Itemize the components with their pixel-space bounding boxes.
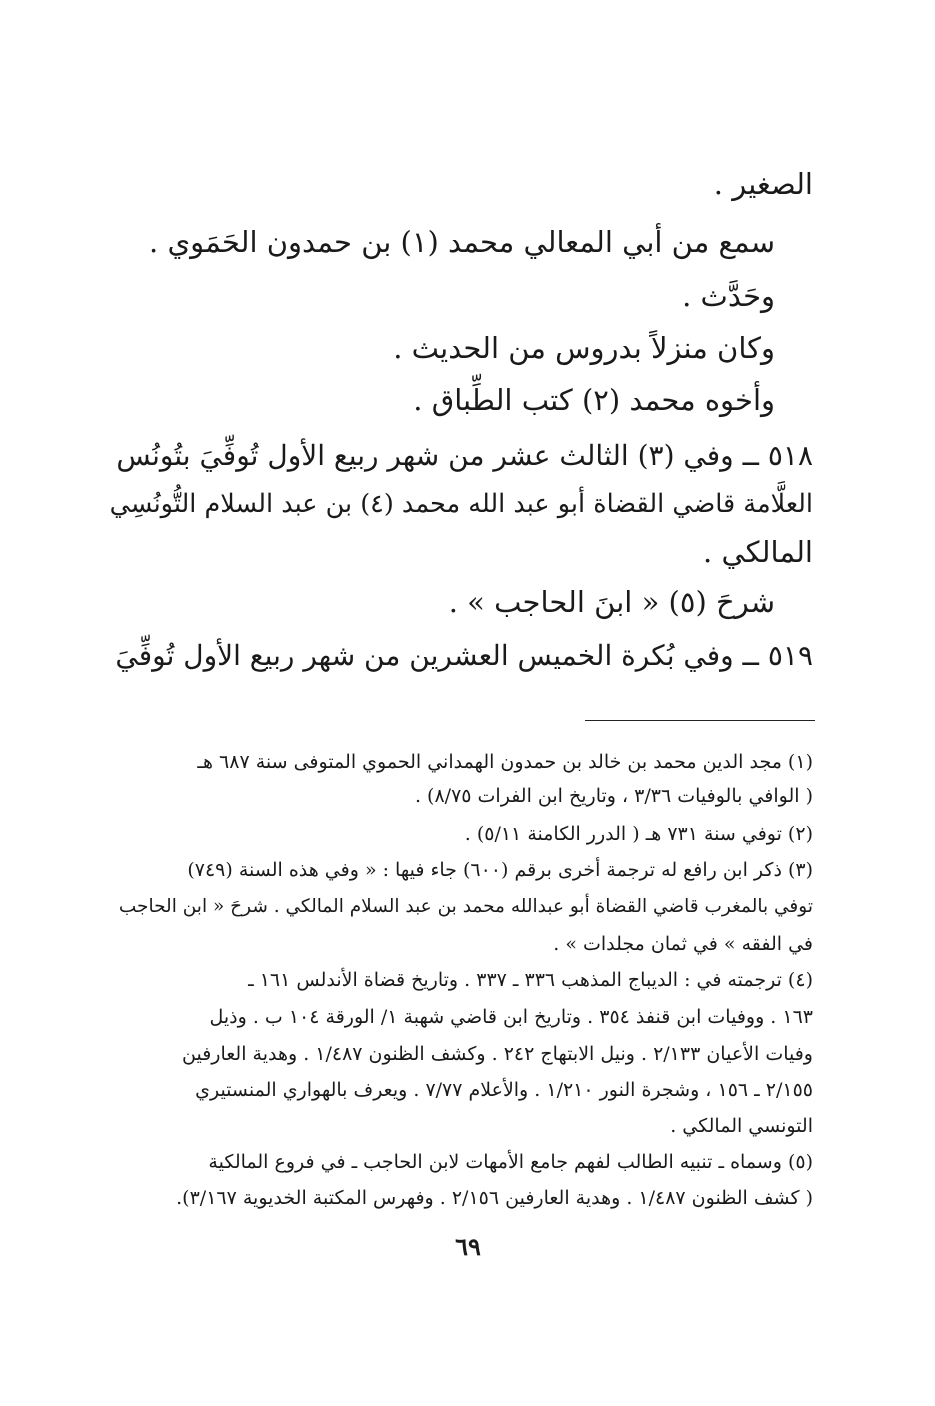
footnote-2-line-1: (٢) توفي سنة ٧٣١ هـ ( الدرر الكامنة ٥/١١) . [464,823,813,845]
main-line-entry-519: ٥١٩ ــ وفي بُكرة الخميس العشرين من شهر ربيع الأول تُوفِّيَ [115,639,813,672]
footnote-5-line-2: ( كشف الظنون ١/٤٨٧ . وهدية العارفين ٢/١٥٦ . وفهرس المكتبة الخديوية ٣/١٦٧). [176,1187,813,1209]
main-line-commentary: شرحَ (٥) « ابنَ الحاجب » . [448,585,775,619]
footnote-separator [585,720,815,721]
footnote-5-line-1: (٥) وسماه ـ تنبيه الطالب لفهم جامع الأمهات لابن الحاجب ـ في فروع المالكية [208,1151,813,1173]
main-line-entry-518: ٥١٨ ــ وفي (٣) الثالث عشر من شهر ربيع الأول تُوفِّيَ بتُونُس [116,439,813,472]
main-line-maliki: المالكي . [703,535,813,569]
footnote-4-line-1: (٤) ترجمته في : الديباج المذهب ٣٣٦ ـ ٣٣٧ . وتاريخ قضاة الأندلس ١٦١ ـ [248,969,813,991]
main-line-lessons: وكان منزلاً بدروس من الحديث . [393,331,775,365]
footnote-4-line-3: وفيات الأعيان ٢/١٣٣ . ونيل الابتهاج ٢٤٢ . وكشف الظنون ١/٤٨٧ . وهدية العارفين [182,1043,813,1065]
footnote-3-line-1: (٣) ذكر ابن رافع له ترجمة أخرى برقم (٦٠٠) جاء فيها : « وفي هذه السنة (٧٤٩) [187,859,813,881]
footnote-1-line-1: (١) مجد الدين محمد بن خالد بن حمدون الهمداني الحموي المتوفى سنة ٦٨٧ هـ [197,751,813,773]
footnote-4-line-2: ١٦٣ . ووفيات ابن قنفذ ٣٥٤ . وتاريخ ابن قاضي شهبة ١/ الورقة ١٠٤ ب . وذيل [209,1006,813,1028]
footnote-1-line-2: ( الوافي بالوفيات ٣/٣٦ ، وتاريخ ابن الفرات ٨/٧٥) . [414,785,813,807]
page-number: ٦٩ [455,1232,481,1261]
main-line-scholar: العلَّامة قاضي القضاة أبو عبد الله محمد (٤) بن عبد السلام التُّونُسِي [109,489,813,519]
main-line-heard-from: سمع من أبي المعالي محمد (١) بن حمدون الحَمَوي . [149,225,775,259]
footnote-3-line-2: توفي بالمغرب قاضي القضاة أبو عبدالله محمد بن عبد السلام المالكي . شرحَ « ابن الحاجب [118,896,813,917]
main-line-narrated: وحَدَّث . [682,279,775,313]
main-line-continuation: الصغير . [713,167,813,201]
footnote-3-line-3: في الفقه » في ثمان مجلدات » . [553,933,813,955]
footnote-4-line-5: التونسي المالكي . [670,1115,813,1137]
footnote-4-line-4: ٢/١٥٥ ـ ١٥٦ ، وشجرة النور ١/٢١٠ . والأعلام ٧/٧٧ . ويعرف بالهواري المنستيري [195,1079,813,1101]
main-line-brother: وأخوه محمد (٢) كتب الطِّباق . [413,383,775,417]
